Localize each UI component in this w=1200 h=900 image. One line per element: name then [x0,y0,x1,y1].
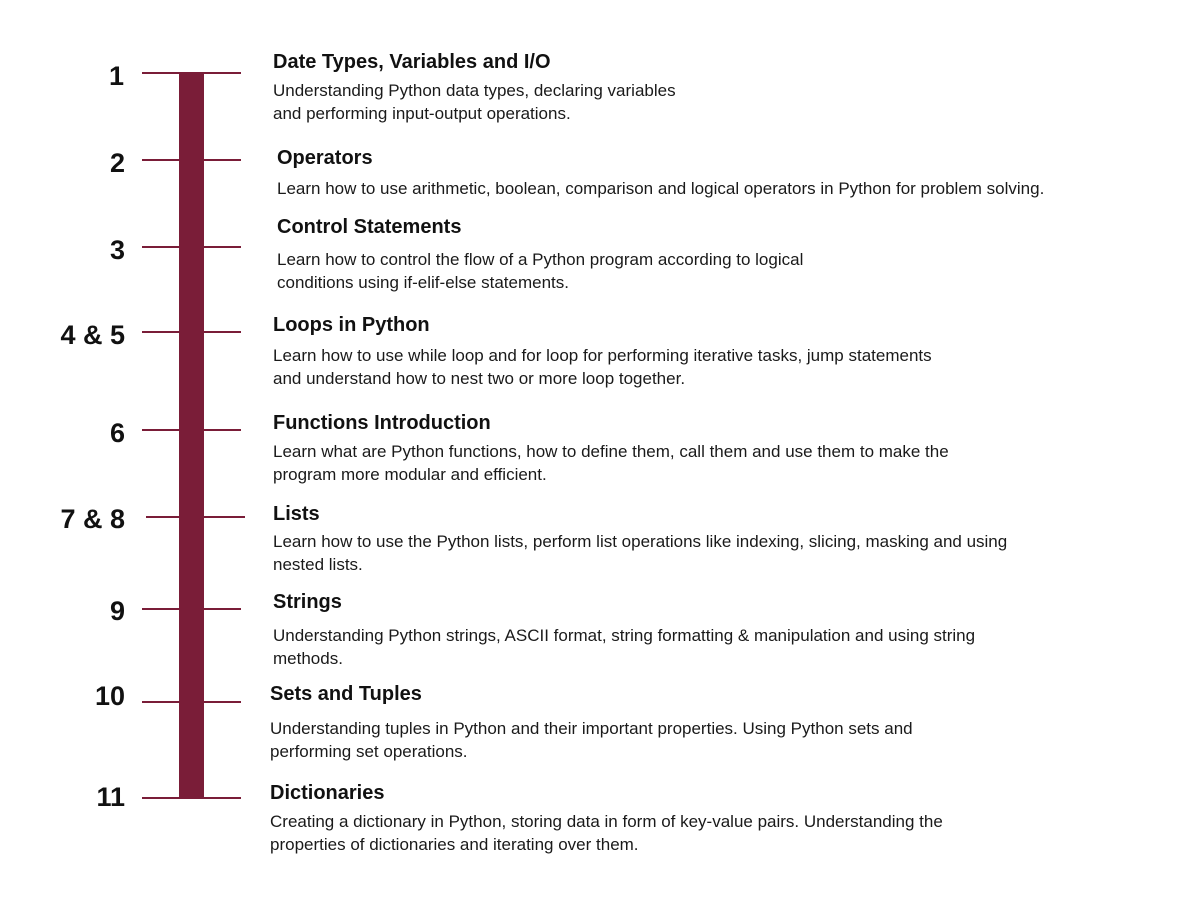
timeline-entry [273,313,932,390]
timeline-tick [142,72,241,74]
entry-title: Strings [273,591,342,613]
step-number: 9 [109,596,125,626]
entry-description: Learn how to use while loop and for loop for performing iterative tasks, jump statements and understand how to nest two or more loop together. [273,346,932,388]
entry-title: Sets and Tuples [270,683,422,705]
timeline-tick [142,246,241,248]
entry-description: Learn how to use arithmetic, boolean, comparison and logical operators in Python for problem solving. [277,179,1045,198]
step-number: 4 & 5 [60,320,125,350]
entry-title: Loops in Python [273,314,430,336]
step-number: 3 [109,235,125,265]
step-number: 6 [109,418,125,448]
entry-description: Learn how to use the Python lists, perform list operations like indexing, slicing, masking and using nested lists. [273,532,1008,574]
timeline-tick [142,429,241,431]
timeline-bar [179,72,204,799]
entry-title: Lists [273,503,320,525]
timeline-tick [142,331,241,333]
timeline-tick [142,608,241,610]
timeline-entry [270,781,943,856]
entry-description: Understanding Python data types, declaring variables and performing input-output operations. [273,81,676,123]
timeline-tick [146,516,245,518]
timeline-tick [142,701,241,703]
entry-title: Date Types, Variables and I/O [273,51,551,73]
timeline-entry [277,215,803,294]
step-number: 11 [96,782,125,812]
entry-title: Control Statements [277,216,462,238]
timeline-entry [273,411,949,486]
entry-title: Dictionaries [270,782,385,804]
timeline-entry [273,590,975,670]
entry-description: Understanding tuples in Python and their important properties. Using Python sets and performing set operations. [270,719,913,761]
timeline-entry [273,502,1007,576]
timeline-entry [273,50,676,125]
step-number: 1 [108,61,124,91]
timeline-tick [142,797,241,799]
timeline-entry [270,682,913,763]
entry-title: Operators [277,147,373,169]
step-number: 2 [109,148,125,178]
step-number: 10 [94,681,125,711]
step-number: 7 & 8 [60,504,125,534]
entry-description: Understanding Python strings, ASCII format, string formatting & manipulation and using string methods. [273,626,976,668]
entry-description: Learn how to control the flow of a Python program according to logical conditions using if-elif-else statements. [277,250,804,292]
entry-title: Functions Introduction [273,412,491,434]
entry-description: Learn what are Python functions, how to define them, call them and use them to make the program more modular and efficient. [273,442,949,484]
timeline-entry [277,146,1044,200]
timeline-tick [142,159,241,161]
entry-description: Creating a dictionary in Python, storing data in form of key-value pairs. Understanding the properties of dictionaries and iterating over them. [270,812,943,854]
